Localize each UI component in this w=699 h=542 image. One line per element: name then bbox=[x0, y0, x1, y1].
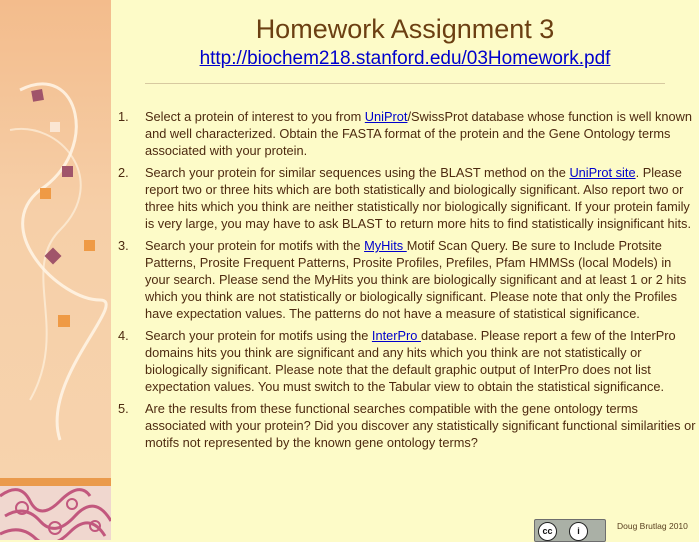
assignment-item bbox=[118, 164, 698, 232]
sidebar-pattern-art bbox=[0, 486, 111, 540]
homework-pdf-link[interactable]: http://biochem218.stanford.edu/03Homework.pdf bbox=[199, 48, 611, 69]
item-text-segment: Search your protein for similar sequences using the BLAST method on the bbox=[145, 165, 570, 180]
item-text-segment: . Please report two or three hits which are both statistically and biologically significant. Also report two or three hits which you think are neither statistically nor biologically significant. If your protein family is very large, you may have to ask BLAST to return more hits to find statistically insignificant hits. bbox=[145, 165, 691, 231]
item-link[interactable]: MyHits bbox=[364, 238, 407, 253]
item-link[interactable]: UniProt bbox=[364, 109, 408, 124]
sidebar-ornament bbox=[0, 0, 111, 540]
creative-commons-badge[interactable] bbox=[534, 519, 606, 542]
sidebar-rule bbox=[0, 478, 111, 486]
item-text-segment: Search your protein for motifs with the bbox=[145, 238, 365, 253]
item-text bbox=[145, 164, 698, 232]
item-link[interactable]: UniProt site bbox=[569, 165, 636, 180]
cc-icon: cc bbox=[538, 522, 557, 541]
slide-title: Homework Assignment 3 bbox=[255, 14, 555, 44]
assignment-item bbox=[118, 108, 698, 159]
footer-author: Doug Brutlag 2010 bbox=[617, 521, 688, 531]
item-number: 4. bbox=[118, 328, 129, 343]
sidebar-square-7 bbox=[58, 315, 70, 327]
item-text-segment: /SwissProt database whose function is well known and well characterized. Obtain the FASTA format of the protein and the Gene Ontology terms associated with your protein. bbox=[145, 109, 692, 158]
assignment-list bbox=[118, 108, 698, 456]
item-number: 5. bbox=[118, 401, 129, 416]
sidebar-square-4 bbox=[40, 188, 51, 199]
item-text-segment: Select a protein of interest to you from bbox=[145, 109, 365, 124]
sidebar-square-3 bbox=[62, 166, 73, 177]
item-number: 2. bbox=[118, 165, 129, 180]
item-number: 3. bbox=[118, 238, 129, 253]
assignment-item bbox=[118, 400, 698, 451]
item-text-segment: Are the results from these functional searches compatible with the gene ontology terms associated with your protein? Did you discover any statistically significant functional similarities or motifs not represented by the known gene ontology terms? bbox=[145, 401, 696, 450]
item-text bbox=[145, 400, 698, 451]
attribution-icon: i bbox=[569, 522, 588, 541]
item-link[interactable]: InterPro bbox=[371, 328, 421, 343]
sidebar-pattern bbox=[0, 486, 111, 540]
item-text-segment: Search your protein for motifs using the bbox=[145, 328, 372, 343]
item-text bbox=[145, 327, 698, 395]
sidebar-square-2 bbox=[50, 122, 60, 132]
decorative-sidebar bbox=[0, 0, 111, 540]
item-text bbox=[145, 237, 698, 322]
sidebar-square-6 bbox=[84, 240, 95, 251]
title-divider bbox=[145, 83, 665, 84]
item-number: 1. bbox=[118, 109, 129, 124]
item-text bbox=[145, 108, 698, 159]
sidebar-square-1 bbox=[31, 89, 44, 102]
assignment-item bbox=[118, 237, 698, 322]
item-text-segment: Motif Scan Query. Be sure to Include Protsite Patterns, Prosite Frequent Patterns, Prosite Profiles, Prefiles, Pfam HMMSs (local Models) in your search. Please send the MyHits you think are biologically significant and at least 1 or 2 hits which you think are not statistically or biologically significant. Please note that only the Profiles have expectation values. The patterns do not have a measure of statistical significance. bbox=[145, 238, 687, 321]
assignment-item bbox=[118, 327, 698, 395]
item-text-segment: database. Please report a few of the InterPro domains hits you think are significant and any hits which you think are not statistically or biologically significant. Please note that the default graphic output of InterPro does not list expectation values. You must switch to the Tabular view to obtain the statistical significance. bbox=[145, 328, 676, 394]
